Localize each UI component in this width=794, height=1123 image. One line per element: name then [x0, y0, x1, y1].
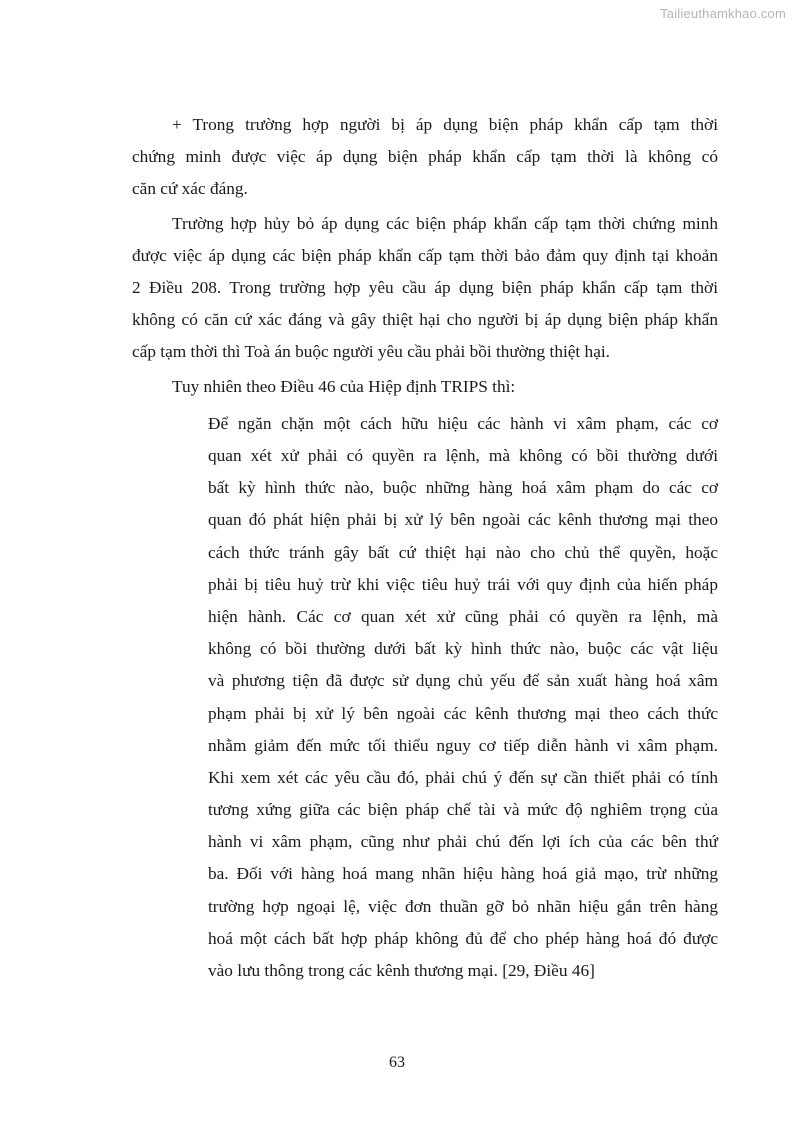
quote-line: nhằm giảm đến mức tối thiểu nguy cơ tiếp diễn hành vi xâm phạm.: [208, 735, 718, 755]
text-line: không có căn cứ xác đáng và gây thiệt hại cho người bị áp dụng biện pháp khẩn: [132, 310, 718, 330]
quote-line: tương xứng giữa các biện pháp chế tài và mức độ nghiêm trọng của: [208, 800, 718, 820]
paragraph-2: [132, 208, 718, 369]
text-line: được việc áp dụng các biện pháp khẩn cấp tạm thời bảo đảm quy định tại khoản: [132, 245, 718, 265]
text-line: cấp tạm thời thì Toà án buộc người yêu cầu phải bồi thường thiệt hại.: [132, 342, 610, 362]
text-line: 2 Điều 208. Trong trường hợp yêu cầu áp dụng biện pháp khẩn cấp tạm thời: [132, 278, 718, 298]
text-line: chứng minh được việc áp dụng biện pháp khẩn cấp tạm thời là không có: [132, 147, 718, 167]
text-line: + Trong trường hợp người bị áp dụng biện pháp khẩn cấp tạm thời: [172, 115, 718, 134]
quote-line: trường hợp ngoại lệ, việc đơn thuần gỡ bỏ nhãn hiệu gắn trên hàng: [208, 896, 718, 916]
quote-line: cách thức tránh gây bất cứ thiệt hại nào cho chủ thể quyền, hoặc: [208, 542, 718, 562]
paragraph-3: Tuy nhiên theo Điều 46 của Hiệp định TRIPS thì:: [172, 376, 516, 396]
quote-line: không có bồi thường dưới bất kỳ hình thức nào, buộc các vật liệu: [208, 639, 718, 659]
quote-line: hành vi xâm phạm, cũng như phải chú đến lợi ích của các bên thứ: [208, 832, 718, 852]
text-line: căn cứ xác đáng.: [132, 179, 248, 199]
text-line: Trường hợp hủy bỏ áp dụng các biện pháp khẩn cấp tạm thời chứng minh: [172, 213, 718, 233]
quote-line: ba. Đối với hàng hoá mang nhãn hiệu hàng hoá giả mạo, trừ những: [208, 864, 718, 884]
quote-line: phạm phải bị xử lý bên ngoài các kênh thương mại theo cách thức: [208, 703, 718, 723]
document-body: [132, 109, 718, 987]
quote-line: hoá một cách bất hợp pháp không đủ để cho phép hàng hoá đó được: [208, 928, 718, 948]
quote-line: quan xét xử phải có quyền ra lệnh, mà không có bồi thường dưới: [208, 446, 718, 466]
quote-line: bất kỳ hình thức nào, buộc những hàng hoá xâm phạm do các cơ: [208, 478, 718, 498]
quote-line: Khi xem xét các yêu cầu đó, phải chú ý đến sự cần thiết phải có tính: [208, 767, 718, 787]
quote-line: hiện hành. Các cơ quan xét xử cũng phải có quyền ra lệnh, mà: [208, 606, 718, 626]
quote-line: quan đó phát hiện phải bị xử lý bên ngoài các kênh thương mại theo: [208, 510, 718, 530]
quote-line: phải bị tiêu huỷ trừ khi việc tiêu huỷ trái với quy định của hiến pháp: [208, 574, 718, 594]
page-number: 63: [389, 1054, 405, 1071]
quote-line: vào lưu thông trong các kênh thương mại. [29, Điều 46]: [208, 961, 595, 981]
block-quote: [208, 408, 718, 987]
paragraph-1: [132, 109, 718, 206]
quote-line: Để ngăn chặn một cách hữu hiệu các hành vi xâm phạm, các cơ: [208, 413, 718, 433]
quote-line: và phương tiện đã được sử dụng chủ yếu để sản xuất hàng hoá xâm: [208, 671, 718, 691]
watermark: Tailieuthamkhao.com: [660, 6, 786, 21]
